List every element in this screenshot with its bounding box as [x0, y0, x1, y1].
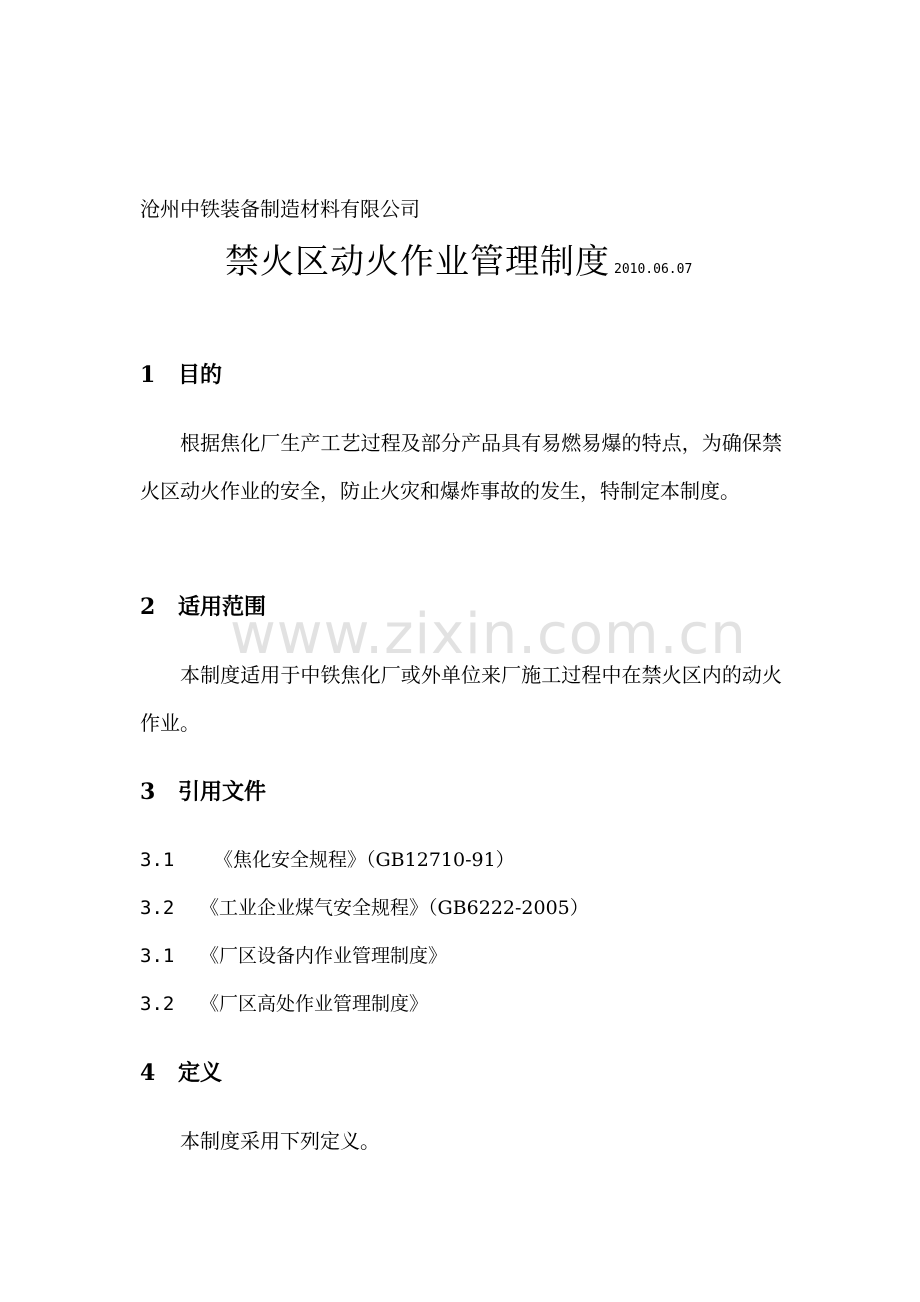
- section-title: 目的: [178, 363, 223, 388]
- section-number: 4: [140, 1060, 156, 1086]
- section-number: 2: [140, 594, 156, 620]
- reference-item: [140, 846, 515, 874]
- reference-text: 《焦化安全规程》（GB12710-91）: [214, 849, 515, 871]
- section-number: 3: [140, 779, 156, 805]
- reference-text: 《厂区设备内作业管理制度》: [200, 945, 448, 967]
- document-date: 2010.06.07: [614, 262, 693, 277]
- section-title: 定义: [178, 1061, 223, 1086]
- reference-number: 3.1: [140, 849, 175, 871]
- reference-item: [140, 942, 447, 970]
- scope-paragraph: 本制度适用于中铁焦化厂或外单位来厂施工过程中在禁火区内的动火作业。: [140, 663, 782, 735]
- reference-text: 《厂区高处作业管理制度》: [200, 993, 429, 1015]
- reference-number: 3.2: [140, 897, 175, 919]
- purpose-paragraph: 根据焦化厂生产工艺过程及部分产品具有易燃易爆的特点，为确保禁火区动火作业的安全，防止火灾和爆炸事故的发生，特制定本制度。: [140, 431, 782, 503]
- section-heading-scope: [140, 592, 266, 623]
- document-title: 禁火区动火作业管理制度: [225, 242, 610, 282]
- reference-item: [140, 990, 428, 1018]
- section-heading-references: [140, 777, 266, 808]
- reference-number: 3.1: [140, 945, 175, 967]
- title-row: [225, 238, 692, 286]
- reference-item: [140, 894, 589, 922]
- watermark: www.zixin.com.cn: [230, 602, 747, 667]
- section-title: 适用范围: [178, 595, 267, 620]
- section-heading-definition: [140, 1058, 222, 1089]
- reference-text: 《工业企业煤气安全规程》（GB6222-2005）: [200, 897, 589, 919]
- section-title: 引用文件: [178, 780, 267, 805]
- company-name: 沧州中铁装备制造材料有限公司: [140, 197, 420, 221]
- section-number: 1: [140, 362, 156, 388]
- reference-number: 3.2: [140, 993, 175, 1015]
- definition-paragraph: 本制度采用下列定义。: [180, 1129, 380, 1153]
- section-heading-purpose: [140, 360, 222, 391]
